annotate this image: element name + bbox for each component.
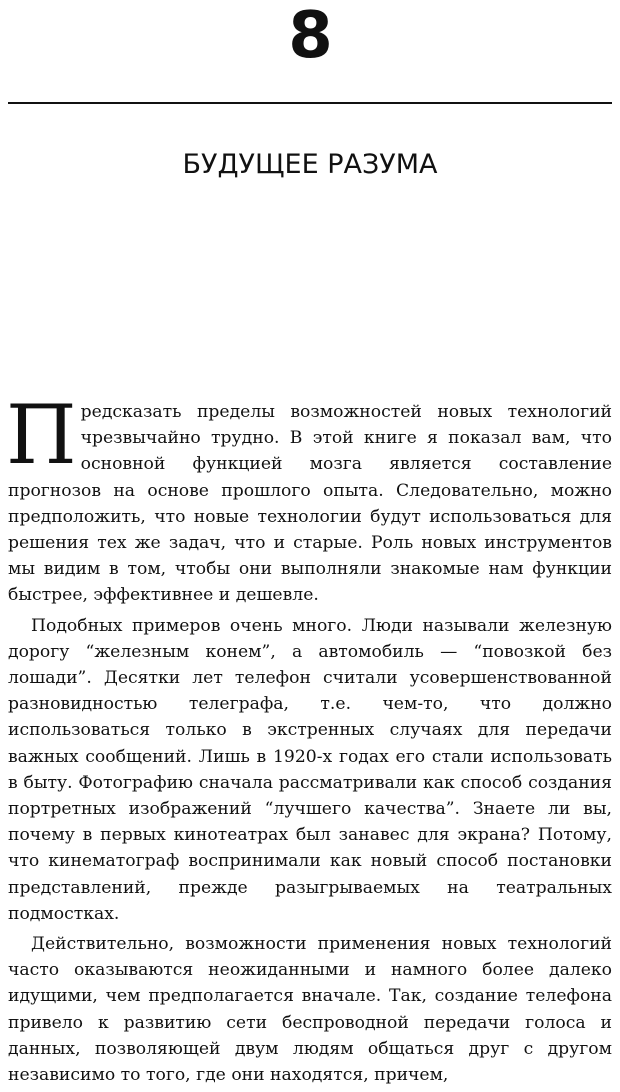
paragraph-2: Подобных примеров очень много. Люди называли железную дорогу “железным конем”, а автомобиль — “повозкой без лошади”. Десятки лет телефон считали усовершенствованной разновидностью телеграфа, т.е. чем-то, что должно использоваться только в экстренных случаях для передачи важных сообщений. Лишь в 1920-х годах его стали использовать в быту. Фотографию сначала рассматривали как способ создания портретных изображений “лучшего качества”. Знаете ли вы, почему в первых кинотеатрах был занавес для экрана? Потому, что кинематограф воспринимали как новый способ постановки представлений, прежде разыгрываемых на театральных подмостках. bbox=[8, 615, 612, 924]
paragraph-3: Действительно, возможности применения новых технологий часто оказываются неожиданными и намного более далеко идущими, чем предполагается вначале. Так, создание телефона привело к развитию сети беспроводной передачи голоса и данных, позволяющей двум людям общаться друг с другом независимо то того, где они находятся, причем, bbox=[8, 934, 612, 1086]
chapter-number: 8 bbox=[288, 0, 332, 73]
paragraph-1 bbox=[6, 389, 612, 609]
dropcap-letter: П bbox=[6, 389, 77, 483]
chapter-body bbox=[6, 389, 612, 1092]
chapter-title: БУДУЩЕЕ РАЗУМА bbox=[182, 149, 438, 180]
chapter-divider bbox=[8, 102, 612, 104]
paragraph-1-text: редсказать пределы возможностей новых технологий чрезвычайно трудно. В этой книге я показал вам, что основной функцией мозга является составление прогнозов на основе прошлого опыта. Следовательно, можно предположить, что новые технологии будут использоваться для решения тех же задач, что и старые. Роль новых инструментов мы видим в том, чтобы они выполняли знакомые нам функции быстрее, эффективнее и дешевле. bbox=[8, 402, 612, 606]
